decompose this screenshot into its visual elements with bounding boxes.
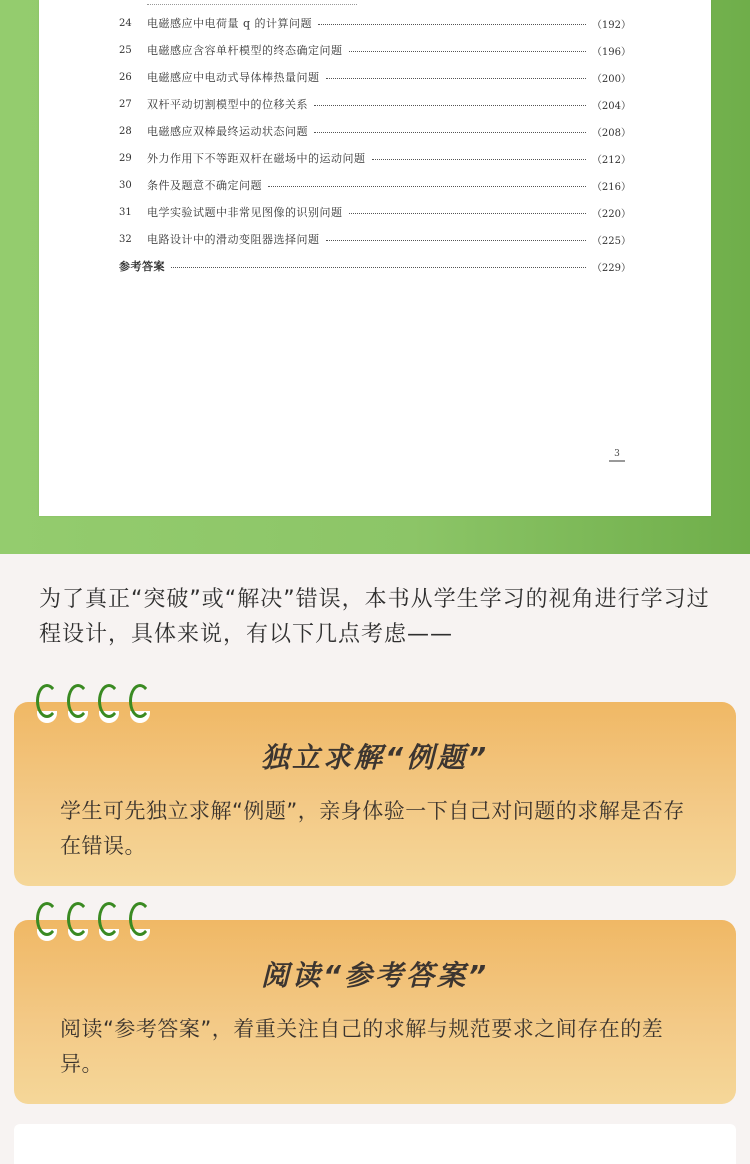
toc-row [119,68,631,86]
toc-row-title: 电学实验试题中非常见图像的识别问题 [147,206,343,219]
toc-row-page: （216） [591,181,631,193]
toc-row-title: 条件及题意不确定问题 [147,179,262,192]
toc-leader-dots [314,131,586,133]
toc-leader-dots [314,104,586,106]
binder-rings-icon [36,684,160,728]
toc-row-title: 外力作用下不等距双杆在磁场中的运动问题 [147,152,366,165]
toc-answers-page: （229） [591,262,631,274]
book-toc-page [39,0,711,516]
toc-row-title: 电磁感应双棒最终运动状态问题 [147,125,308,138]
toc-row-title: 电磁感应中电动式导体棒热量问题 [147,71,320,84]
tip-card-solve-example [14,702,736,886]
toc-row [119,149,631,167]
card-body: 学生可先独立求解“例题”，亲身体验一下自己对问题的求解是否存在错误。 [60,799,685,858]
toc-row-number: 25 [119,44,132,56]
toc-row [119,230,631,248]
toc-row [119,41,631,59]
toc-row-number: 27 [119,98,132,110]
toc-row-number: 26 [119,71,132,83]
card-title: 阅读“参考答案” [260,959,490,992]
binder-rings-icon [36,902,160,946]
toc-row-number: 24 [119,17,132,29]
toc-row-title: 双杆平动切割模型中的位移关系 [147,98,308,111]
toc-leader-dots [326,239,586,241]
toc-row-number: 31 [119,206,132,218]
toc-answers-title: 参考答案 [119,260,165,273]
toc-leader-dots [326,77,586,79]
toc-row [119,176,631,194]
toc-row-page: （200） [591,73,631,85]
toc-row-page: （212） [591,154,631,166]
toc-row-number: 28 [119,125,132,137]
toc-leader-dots [318,23,586,25]
toc-row-number: 32 [119,233,132,245]
toc-row-title: 电磁感应中电荷量 q 的计算问题 [147,17,313,30]
tip-card-read-answers [14,920,736,1104]
toc-row-title: 电磁感应含容单杆模型的终态确定问题 [147,44,343,57]
card-body: 阅读“参考答案”，着重关注自己的求解与规范要求之间存在的差异。 [60,1017,664,1076]
toc-row-page: （196） [591,46,631,58]
toc-row-page: （192） [591,19,631,31]
toc-row-number: 30 [119,179,132,191]
toc-row [119,203,631,221]
toc-leader-dots [349,212,586,214]
toc-row [119,95,631,113]
card-title: 独立求解“例题” [260,741,490,774]
next-section-panel [14,1124,736,1164]
page-number: 3 [609,448,625,462]
toc-row [119,122,631,140]
toc-row-number: 29 [119,152,132,164]
toc-leader-dots [372,158,586,160]
toc-row [119,14,631,32]
toc-leader-dots [171,266,586,268]
toc-answers-row [119,257,631,275]
cropped-previous-row [147,0,357,5]
toc-row-page: （220） [591,208,631,220]
toc-row-page: （225） [591,235,631,247]
toc-row-page: （208） [591,127,631,139]
toc-leader-dots [268,185,586,187]
intro-paragraph: 为了真正“突破”或“解决”错误，本书从学生学习的视角进行学习过程设计，具体来说，有以下几点考虑—— [39,587,710,647]
toc-row-page: （204） [591,100,631,112]
toc-row-title: 电路设计中的滑动变阻器选择问题 [147,233,320,246]
toc-leader-dots [349,50,586,52]
